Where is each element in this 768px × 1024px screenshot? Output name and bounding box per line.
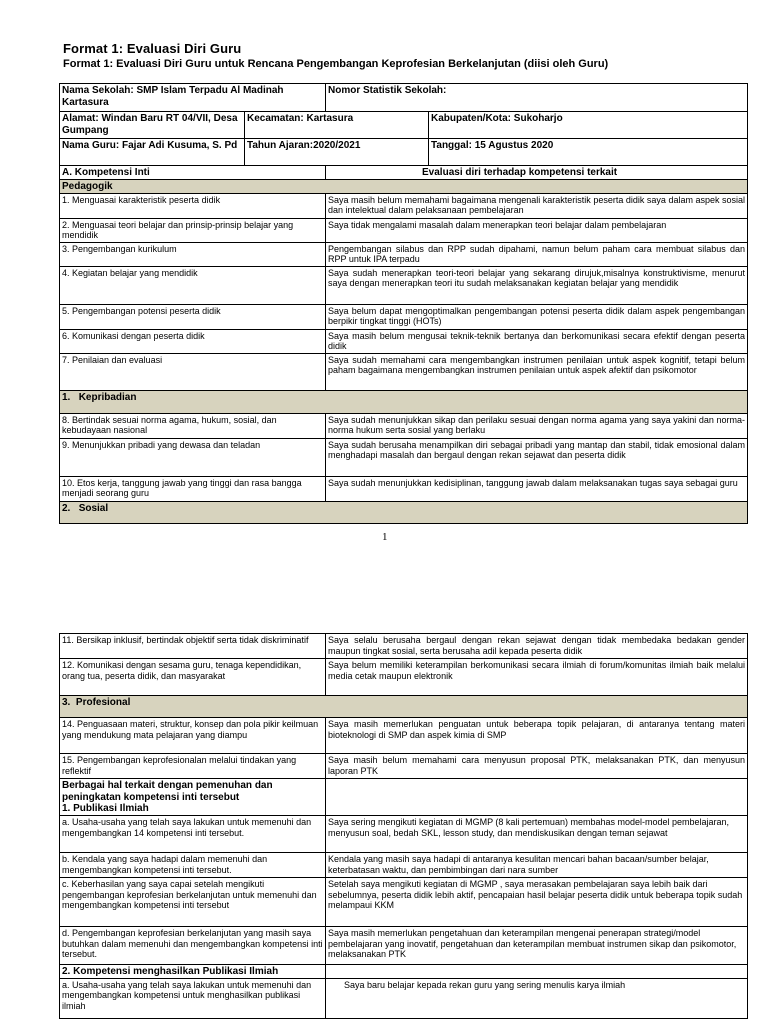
publication-heading: 1. Publikasi Ilmiah bbox=[62, 803, 149, 814]
evaluation-cell: Saya masih belum memahami cara menyusun proposal PTK, melaksanakan PTK, dan menyusun laporan PTK bbox=[326, 754, 748, 779]
table-row bbox=[60, 659, 748, 696]
table-row bbox=[60, 718, 748, 754]
competency-cell: 11. Bersikap inklusif, bertindak objektif serta tidak diskriminatif bbox=[60, 634, 326, 659]
publication-intro: Berbagai hal terkait dengan pemenuhan dan peningkatan kompetensi inti tersebut bbox=[62, 780, 273, 803]
evaluation-cell: Saya sudah berusaha menampilkan diri sebagai pribadi yang mantap dan stabil, tidak emosional dalam menghadapi masalah dan bergaul dengan rekan sejawat dan peserta didik bbox=[326, 438, 748, 476]
date-cell: Tanggal: 15 Agustus 2020 bbox=[429, 139, 748, 166]
document-subtitle: Format 1: Evaluasi Diri Guru untuk Rencana Pengembangan Keprofesian Berkelanjutan (diisi oleh Guru) bbox=[63, 58, 609, 70]
table-row bbox=[60, 878, 748, 927]
evaluation-cell: Saya masih memerlukan penguatan untuk beberapa topik pelajaran, di antaranya tentang materi bioteknologi di SMP dan aspek kimia di SMP bbox=[326, 718, 748, 754]
section-title: Profesional bbox=[75, 697, 131, 708]
competency-column-header: A. Kompetensi Inti bbox=[60, 166, 326, 180]
competency-cell: 5. Pengembangan potensi peserta didik bbox=[60, 304, 326, 329]
evaluation-table-page-2 bbox=[59, 633, 748, 1019]
competency-cell: 15. Pengembangan keprofesionalan melalui tindakan yang reflektif bbox=[60, 754, 326, 779]
evaluation-cell: Kendala yang masih saya hadapi di antaranya kesulitan mencari bahan bacaan/sumber belajar, keterbatasan waktu, dan pembimbingan dari nara sumber bbox=[326, 853, 748, 878]
competency-cell: 8. Bertindak sesuai norma agama, hukum, sosial, dan kebudayaan nasional bbox=[60, 413, 326, 438]
section-number: 2. bbox=[62, 502, 71, 514]
table-row bbox=[60, 438, 748, 476]
competency-cell: 2. Menguasai teori belajar dan prinsip-prinsip belajar yang mendidik bbox=[60, 218, 326, 242]
publication-heading-cell bbox=[60, 779, 326, 816]
competency-cell: 3. Pengembangan kurikulum bbox=[60, 242, 326, 266]
evaluation-cell: Saya masih memerlukan pengetahuan dan keterampilan mengenai penerapan strategi/model pembelajaran yang inovatif, pengetahuan dan keterampilan membuat instrumen sikap dan psikomotor, melaksanakan PTK bbox=[326, 927, 748, 965]
document-title: Format 1: Evaluasi Diri Guru bbox=[63, 41, 242, 56]
section-pedagogik: Pedagogik bbox=[60, 180, 748, 194]
school-number-cell: Nomor Statistik Sekolah: bbox=[326, 84, 748, 112]
table-row bbox=[60, 754, 748, 779]
evaluation-cell: Saya sudah memahami cara mengembangkan instrumen penilaian untuk aspek kognitif, tetapi belum paham bagaimana mengembangkan instrumen penilaian untuk aspek afektif dan psikomotor bbox=[326, 353, 748, 390]
table-row bbox=[60, 978, 748, 1018]
table-row bbox=[60, 927, 748, 965]
table-row bbox=[60, 266, 748, 304]
section-title: Sosial bbox=[78, 502, 109, 514]
table-row bbox=[60, 304, 748, 329]
district-cell: Kecamatan: Kartasura bbox=[245, 112, 429, 139]
competency-cell: 6. Komunikasi dengan peserta didik bbox=[60, 329, 326, 353]
table-row bbox=[60, 329, 748, 353]
empty-cell bbox=[326, 965, 748, 979]
competency-cell: a. Usaha-usaha yang telah saya lakukan untuk memenuhi dan mengembangkan kompetensi untuk menghasilkan publikasi ilmiah bbox=[60, 978, 326, 1018]
evaluation-cell: Saya masih belum memahami bagaimana mengenali karakteristik peserta didik saya dalam aspek sosial dan intelektual dalam pelaksanaan pembelajaran bbox=[326, 193, 748, 218]
section-title: Kepribadian bbox=[78, 391, 137, 403]
page-number: 1 bbox=[382, 531, 388, 543]
table-row bbox=[60, 353, 748, 390]
evaluation-cell: Saya selalu berusaha bergaul dengan rekan sejawat dengan tidak membedaka bedakan gender maupun tingkat sosial, serta berusaha adil kepada peserta didik bbox=[326, 634, 748, 659]
evaluation-cell: Pengembangan silabus dan RPP sudah dipahami, namun belum paham cara membuat silabus dan RPP untuk IPA terpadu bbox=[326, 242, 748, 266]
table-row bbox=[60, 816, 748, 853]
section-kepribadian bbox=[60, 390, 748, 413]
competency-cell: 14. Penguasaan materi, struktur, konsep dan pola pikir keilmuan yang mendukung mata pelajaran yang diampu bbox=[60, 718, 326, 754]
competency-cell: c. Keberhasilan yang saya capai setelah mengikuti pengembangan keprofesian berkelanjutan untuk memenuhi dan mengembangkan kompetensi inti tersebut bbox=[60, 878, 326, 927]
empty-cell bbox=[326, 779, 748, 816]
table-row bbox=[60, 193, 748, 218]
evaluation-table-page-1 bbox=[59, 83, 748, 524]
teacher-name-cell: Nama Guru: Fajar Adi Kusuma, S. Pd bbox=[60, 139, 245, 166]
evaluation-column-header: Evaluasi diri terhadap kompetensi terkait bbox=[326, 166, 748, 180]
table-row bbox=[60, 218, 748, 242]
section-profesional bbox=[60, 696, 748, 718]
evaluation-cell: Saya tidak mengalami masalah dalam menerapkan teori belajar dalam pembelajaran bbox=[326, 218, 748, 242]
competency-cell: 12. Komunikasi dengan sesama guru, tenaga kependidikan, orang tua, peserta didik, dan masyarakat bbox=[60, 659, 326, 696]
competency-cell: 1. Menguasai karakteristik peserta didik bbox=[60, 193, 326, 218]
competency-cell: 4. Kegiatan belajar yang mendidik bbox=[60, 266, 326, 304]
competency-cell: d. Pengembangan keprofesian berkelanjutan yang masih saya butuhkan dalam memenuhi dan mengembangkan kompetensi inti tersebut. bbox=[60, 927, 326, 965]
evaluation-cell: Saya belum memiliki keterampilan berkomunikasi secara ilmiah di forum/komunitas ilmiah baik melalui media cetak maupun elektronik bbox=[326, 659, 748, 696]
evaluation-cell: Saya sering mengikuti kegiatan di MGMP (8 kali pertemuan) membahas model-model pembelajaran, menyusun soal, bedah SKL, lesson study, dan mendiskusikan dengan teman sejawat bbox=[326, 816, 748, 853]
kompetensi-heading-cell: 2. Kompetensi menghasilkan Publikasi Ilmiah bbox=[60, 965, 326, 979]
table-row bbox=[60, 853, 748, 878]
table-row bbox=[60, 413, 748, 438]
evaluation-cell: Saya masih belum mengusai teknik-teknik bertanya dan berkomunikasi secara efektif dengan peserta didik bbox=[326, 329, 748, 353]
competency-cell: 7. Penilaian dan evaluasi bbox=[60, 353, 326, 390]
school-name-cell: Nama Sekolah: SMP Islam Terpadu Al Madinah Kartasura bbox=[60, 84, 326, 112]
evaluation-cell: Setelah saya mengikuti kegiatan di MGMP , saya merasakan pembelajaran saya lebih baik dari sebelumnya, peserta didik lebih aktif, pencapaian hasil belajar peserta didik untuk beberapa topik sudah melampaui KKM bbox=[326, 878, 748, 927]
table-row bbox=[60, 476, 748, 501]
competency-cell: a. Usaha-usaha yang telah saya lakukan untuk memenuhi dan mengembangkan 14 kompetensi inti tersebut. bbox=[60, 816, 326, 853]
table-row bbox=[60, 242, 748, 266]
competency-cell: b. Kendala yang saya hadapi dalam memenuhi dan mengembangkan kompetensi inti tersebut. bbox=[60, 853, 326, 878]
competency-cell: 9. Menunjukkan pribadi yang dewasa dan teladan bbox=[60, 438, 326, 476]
evaluation-cell: Saya sudah menunjukkan sikap dan perilaku sesuai dengan norma agama yang saya yakini dan norma-norma hukum serta sosial yang berlaku bbox=[326, 413, 748, 438]
section-number: 3. bbox=[62, 697, 71, 708]
section-number: 1. bbox=[62, 391, 71, 403]
academic-year-cell: Tahun Ajaran:2020/2021 bbox=[245, 139, 429, 166]
regency-cell: Kabupaten/Kota: Sukoharjo bbox=[429, 112, 748, 139]
competency-cell: 10. Etos kerja, tanggung jawab yang tinggi dan rasa bangga menjadi seorang guru bbox=[60, 476, 326, 501]
section-sosial bbox=[60, 501, 748, 523]
evaluation-cell: Saya baru belajar kepada rekan guru yang sering menulis karya ilmiah bbox=[326, 978, 748, 1018]
evaluation-cell: Saya sudah menerapkan teori-teori belajar yang sekarang dirujuk,misalnya konstruktivisme, menurut saya dengan menerapkan teori itu sudah melaksanakan kegiatan belajar yang mendidik bbox=[326, 266, 748, 304]
table-row bbox=[60, 634, 748, 659]
evaluation-cell: Saya sudah menunjukkan kedisiplinan, tanggung jawab dalam melaksanakan tugas saya sebagai guru bbox=[326, 476, 748, 501]
evaluation-cell: Saya belum dapat mengoptimalkan pengembangan potensi peserta didik dalam aspek pengembangan berpikir tingkat tinggi (HOTs) bbox=[326, 304, 748, 329]
address-cell: Alamat: Windan Baru RT 04/VII, Desa Gumpang bbox=[60, 112, 245, 139]
